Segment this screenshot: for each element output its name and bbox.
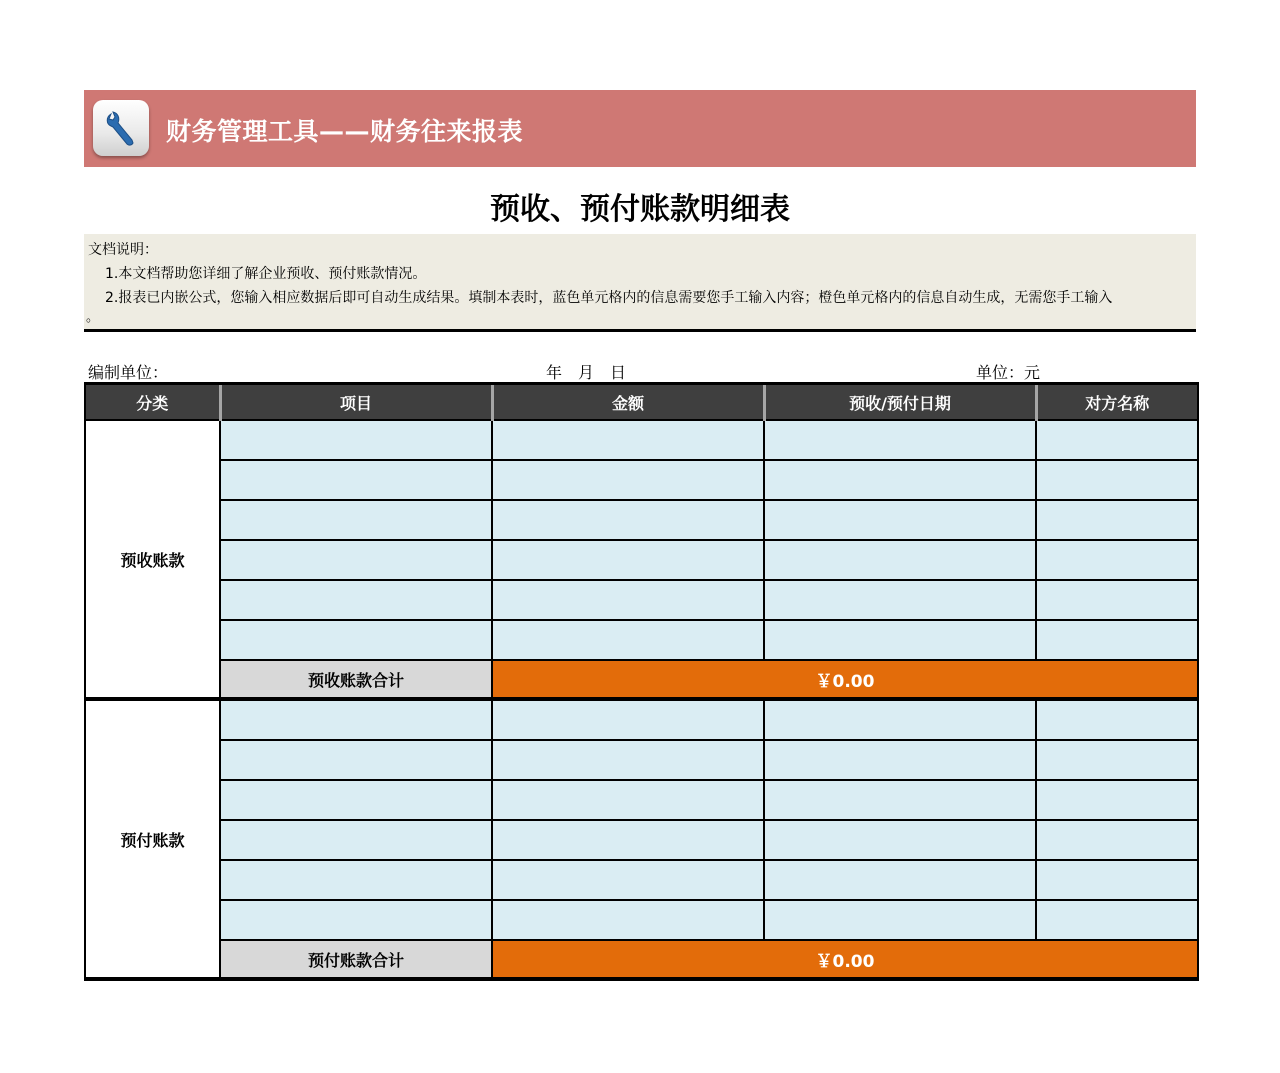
counterparty-cell[interactable] [1036,780,1198,820]
table-row [85,580,1198,620]
item-cell[interactable] [220,699,492,740]
counterparty-cell[interactable] [1036,420,1198,460]
item-cell[interactable] [220,500,492,540]
counterparty-cell[interactable] [1036,580,1198,620]
table-header-row [85,384,1198,421]
total-label: 预付账款合计 [220,940,492,979]
table-row [85,820,1198,860]
total-row-advance-receipts [85,660,1198,699]
amount-cell[interactable] [492,780,764,820]
total-value: ￥0.00 [492,940,1198,979]
amount-cell[interactable] [492,860,764,900]
banner-title: 财务管理工具——财务往来报表 [166,117,524,146]
total-label: 预收账款合计 [220,660,492,699]
counterparty-cell[interactable] [1036,500,1198,540]
amount-cell[interactable] [492,420,764,460]
item-cell[interactable] [220,420,492,460]
date-label: 年 月 日 [546,363,627,382]
date-cell[interactable] [764,740,1036,780]
counterparty-cell[interactable] [1036,699,1198,740]
table-row [85,740,1198,780]
item-cell[interactable] [220,820,492,860]
item-cell[interactable] [220,780,492,820]
header-counterparty: 对方名称 [1036,384,1198,421]
counterparty-cell[interactable] [1036,620,1198,660]
date-cell[interactable] [764,780,1036,820]
amount-cell[interactable] [492,580,764,620]
total-row-prepayments [85,940,1198,979]
table-row [85,699,1198,740]
table-row [85,900,1198,940]
currency-unit-label: 单位：元 [976,363,1041,382]
counterparty-cell[interactable] [1036,860,1198,900]
item-cell[interactable] [220,740,492,780]
date-cell[interactable] [764,860,1036,900]
header-amount: 金额 [492,384,764,421]
date-cell[interactable] [764,540,1036,580]
date-cell[interactable] [764,820,1036,860]
table-row [85,420,1198,460]
amount-cell[interactable] [492,620,764,660]
wrench-icon [93,100,149,156]
date-cell[interactable] [764,500,1036,540]
table-row [85,780,1198,820]
amount-cell[interactable] [492,500,764,540]
header-category: 分类 [85,384,220,421]
item-cell[interactable] [220,620,492,660]
amount-cell[interactable] [492,900,764,940]
item-cell[interactable] [220,900,492,940]
date-cell[interactable] [764,900,1036,940]
page-title: 预收、预付账款明细表 [490,192,790,227]
date-cell[interactable] [764,620,1036,660]
category-advance-receipts: 预收账款 [85,420,220,699]
table-row [85,500,1198,540]
notes-line-2: 2.报表已内嵌公式，您输入相应数据后即可自动生成结果。填制本表时，蓝色单元格内的信息需要您手工输入内容；橙色单元格内的信息自动生成，无需您手工输入 [105,290,1113,306]
amount-cell[interactable] [492,540,764,580]
counterparty-cell[interactable] [1036,460,1198,500]
amount-cell[interactable] [492,820,764,860]
total-value: ￥0.00 [492,660,1198,699]
counterparty-cell[interactable] [1036,740,1198,780]
item-cell[interactable] [220,540,492,580]
preparing-unit-label: 编制单位： [88,363,169,382]
date-cell[interactable] [764,699,1036,740]
counterparty-cell[interactable] [1036,540,1198,580]
table-row [85,620,1198,660]
item-cell[interactable] [220,580,492,620]
table-row [85,540,1198,580]
notes-line-3: 。 [86,310,100,325]
banner [84,90,1196,167]
date-cell[interactable] [764,460,1036,500]
amount-cell[interactable] [492,460,764,500]
item-cell[interactable] [220,860,492,900]
document-notes [84,234,1196,332]
notes-heading: 文档说明： [88,242,158,258]
amount-cell[interactable] [492,699,764,740]
table-row [85,460,1198,500]
amount-cell[interactable] [492,740,764,780]
category-prepayments: 预付账款 [85,699,220,979]
notes-line-1: 1.本文档帮助您详细了解企业预收、预付账款情况。 [105,266,427,282]
counterparty-cell[interactable] [1036,900,1198,940]
item-cell[interactable] [220,460,492,500]
header-item: 项目 [220,384,492,421]
counterparty-cell[interactable] [1036,820,1198,860]
detail-table [84,382,1199,981]
date-cell[interactable] [764,420,1036,460]
table-row [85,860,1198,900]
date-cell[interactable] [764,580,1036,620]
header-date: 预收/预付日期 [764,384,1036,421]
